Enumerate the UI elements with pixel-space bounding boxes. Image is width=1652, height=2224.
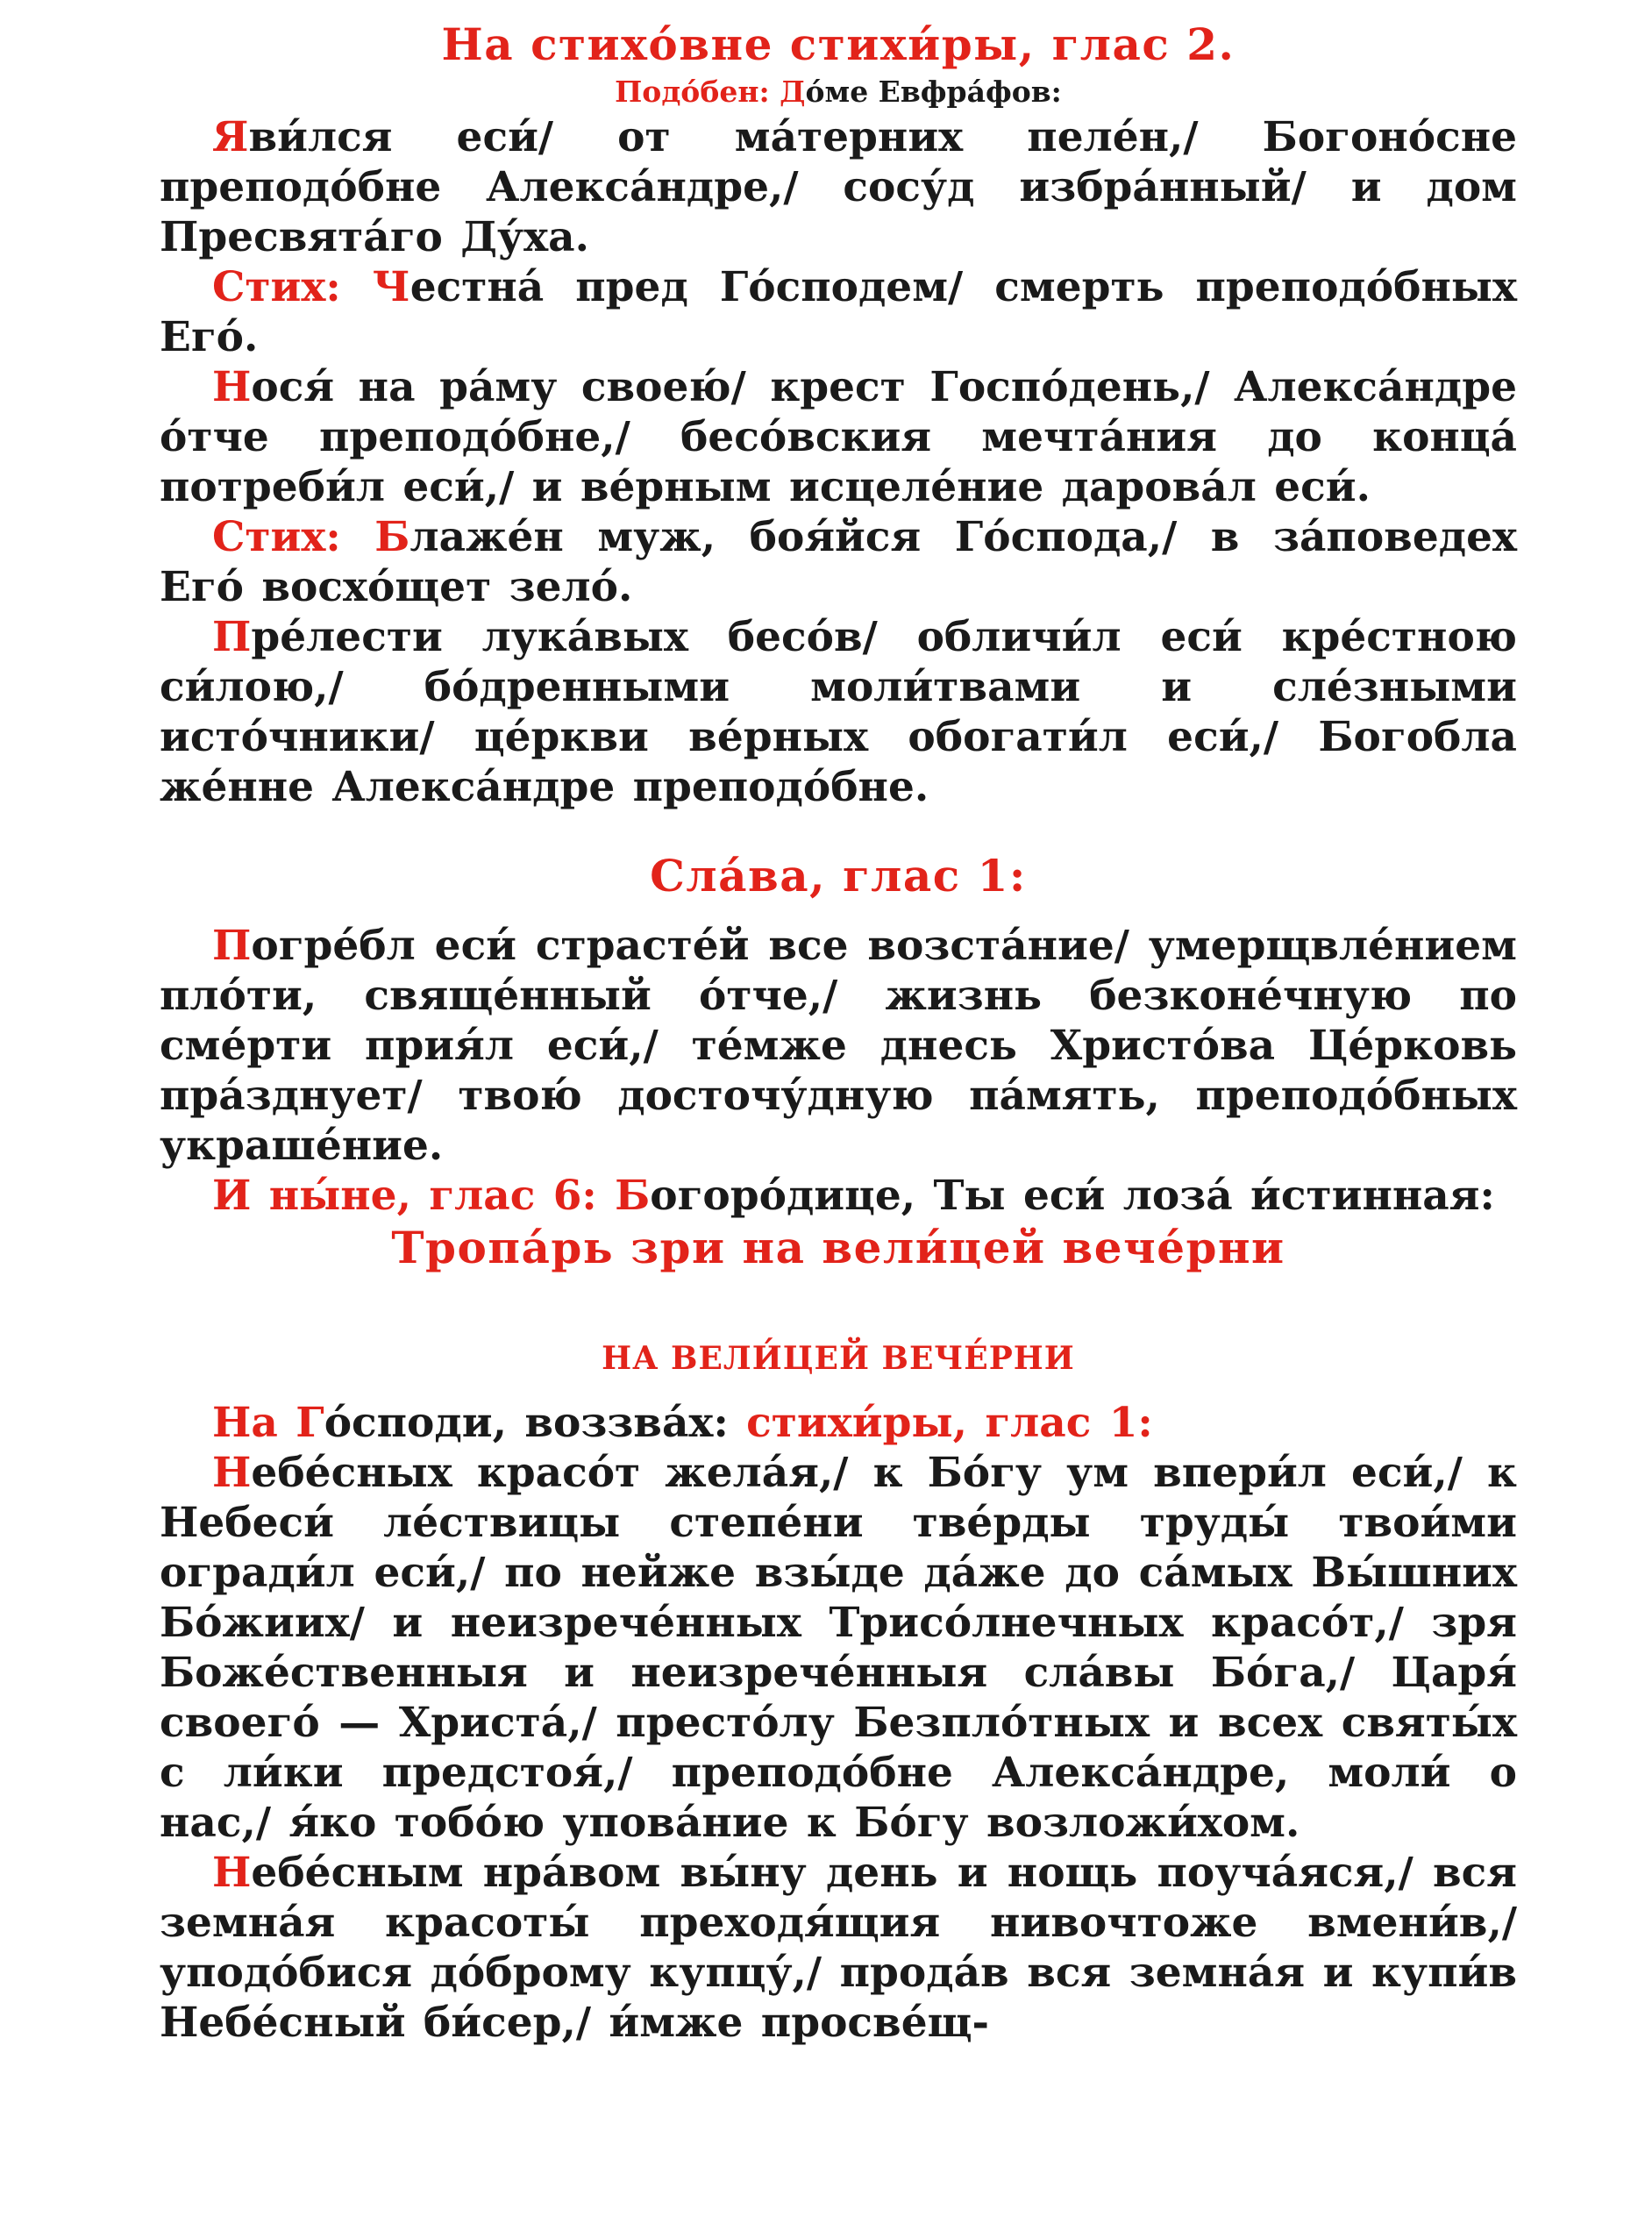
stichera-tone-label: стихи́ры, глас 1: — [746, 1399, 1153, 1447]
red-initial: Н — [212, 1849, 252, 1897]
red-initial: Стих: Б — [212, 513, 410, 561]
podoben-text: о́ме Евфра́фов: — [805, 75, 1062, 109]
stichera-paragraph-2 — [160, 362, 1517, 512]
paragraph-text: естна́ пред Го́сподем/ смерть преподо́бных Его́. — [160, 263, 1517, 361]
i-nyne-paragraph — [160, 1171, 1517, 1221]
podoben-initial: Д — [780, 75, 806, 109]
na-gospodi-text: о́споди, воззва́х: — [324, 1399, 747, 1447]
paragraph-text: ося́ на ра́му своею́/ крест Госпо́день,/ Алекса́ндре о́тче преподо́бне,/ бесо́вския мечта́ния до конца́ потреби́л еси́,/ и ве́рным исцеле́ние дарова́л еси́. — [160, 363, 1517, 511]
red-initial: П — [212, 922, 252, 970]
paragraph-text: ебе́сным нра́вом вы́ну день и нощь поуча́яся,/ вся земна́я красоты́ преходя́щия нивочтоже вмени́в,/ уподо́бися до́брому купцу́,/ прода́в вся земна́я и купи́в Небе́сный би́сер,/ и́мже просве́щ- — [160, 1849, 1517, 2047]
paragraph-text: лаже́н муж, боя́йся Го́спода,/ в за́поведех Его́ восхо́щет зело́. — [160, 513, 1517, 611]
red-initial: И ны́не, глас 6: Б — [212, 1172, 651, 1220]
vechernya-stichera-1 — [160, 1448, 1517, 1848]
podoben-line — [160, 72, 1517, 112]
verse-paragraph-1 — [160, 262, 1517, 362]
paragraph-text: ре́лести лука́вых бесо́в/ обличи́л еси́ кре́стною си́лою,/ бо́дренными моли́твами и сле́зными исто́чники/ це́ркви ве́рных обогати́л еси́,/ Богобла же́нне Алекса́ндре преподо́бне. — [160, 613, 1517, 811]
red-initial: На Г — [212, 1399, 324, 1447]
red-initial: Н — [212, 1449, 252, 1497]
verse-paragraph-2 — [160, 512, 1517, 612]
vechernya-stichera-2 — [160, 1848, 1517, 2048]
paragraph-text: ви́лся еси́/ от ма́терних пеле́н,/ Богоно́сне преподо́бне Алекса́ндре,/ сосу́д избра́нный/ и дом Пресвята́го Ду́ха. — [160, 113, 1517, 261]
section-title-velikaya-vechernya: НА ВЕЛИ́ЦЕЙ ВЕЧЕ́РНИ — [602, 1340, 1075, 1377]
paragraph-text: ебе́сных красо́т жела́я,/ к Бо́гу ум впери́л еси́,/ к Небеси́ ле́ствицы степе́ни тве́рды труды́ твои́ми огради́л еси́,/ по нейже взы́де да́же до са́мых Вы́шних Бо́жиих/ и неизрече́нных Трисо́лнечных красо́т,/ зря Боже́ственныя и неизрече́нныя сла́вы Бо́га,/ Царя́ своего́ — Христа́,/ престо́лу Безпло́тных и всех святы́х с ли́ки предстоя́,/ преподо́бне Алекса́ндре, моли́ о нас,/ я́ко тобо́ю упова́ние к Бо́гу возложи́хом. — [160, 1449, 1517, 1847]
red-initial: П — [212, 613, 252, 661]
stichera-paragraph-1 — [160, 112, 1517, 262]
red-initial: Я — [212, 113, 249, 161]
paragraph-text: огоро́дице, Ты еси́ лоза́ и́стинная: — [650, 1172, 1495, 1220]
podoben-label: Подо́бен: — [615, 75, 770, 109]
paragraph-text: огре́бл еси́ страсте́й все возста́ние/ умерщвле́нием пло́ти, свяще́нный о́тче,/ жизнь безконе́чную по сме́рти прия́л еси́,/ те́мже днесь Христо́ва Це́рковь пра́зднует/ твою́ досточу́дную па́мять, преподо́бных украше́ние. — [160, 922, 1517, 1170]
na-gospodi-line — [160, 1398, 1517, 1448]
heading-stikhovne: На стихо́вне стихи́ры, глас 2. — [441, 18, 1235, 70]
red-initial: Н — [212, 363, 252, 411]
page-content — [160, 18, 1517, 2048]
stichera-paragraph-3 — [160, 612, 1517, 812]
troparion-note: Тропа́рь зри на вели́цей вече́рни — [391, 1222, 1285, 1273]
heading-slava: Сла́ва, глас 1: — [650, 850, 1027, 902]
red-initial: Стих: Ч — [212, 263, 410, 311]
slava-paragraph — [160, 921, 1517, 1171]
